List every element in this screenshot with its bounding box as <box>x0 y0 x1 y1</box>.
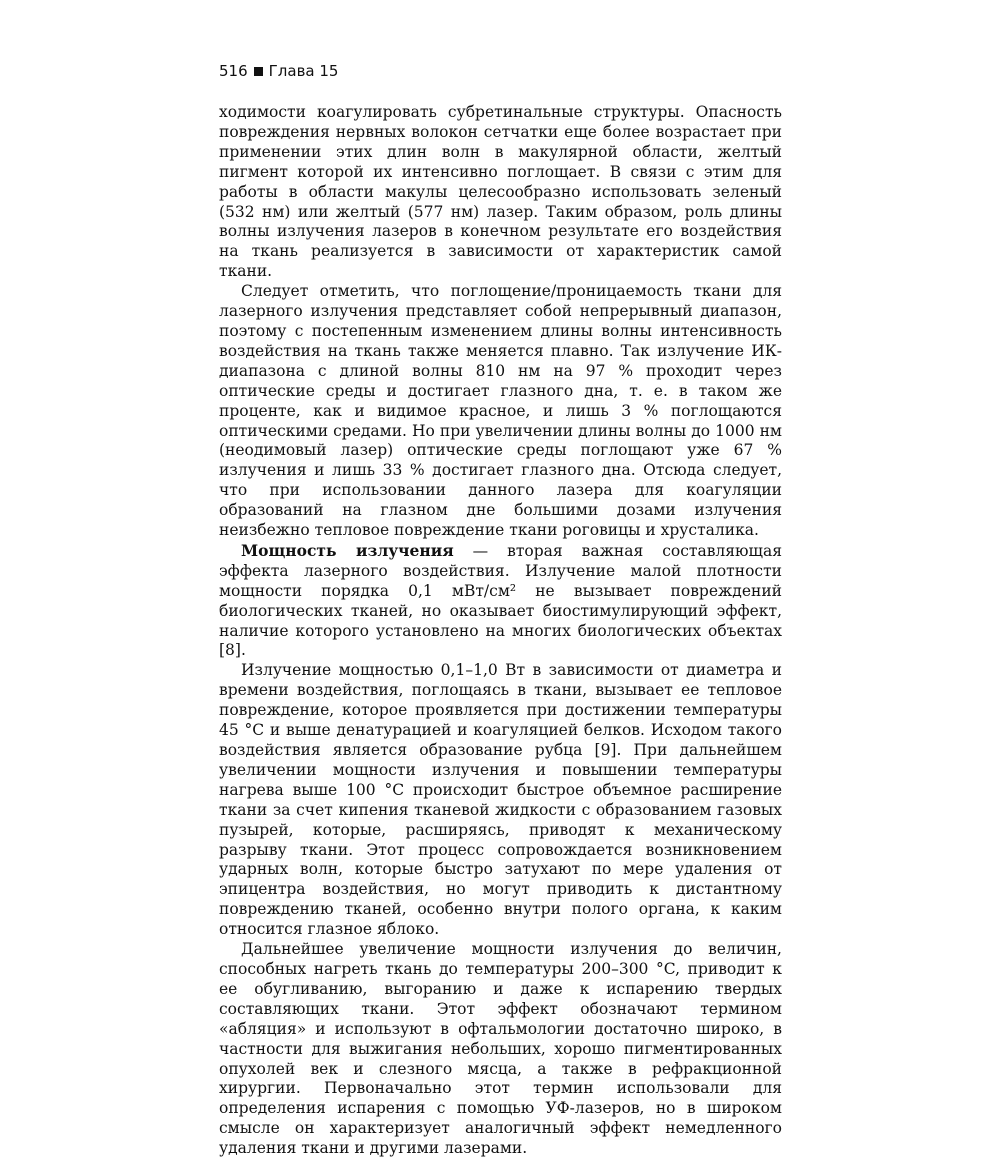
square-bullet-icon <box>254 67 263 76</box>
paragraph: Следует отметить, что поглощение/проницаемость ткани для лазерного излучения представляет собой непрерывный диапазон, поэтому с постепенным изменением длины волны интенсивность воздействия на ткань также меняется плавно. Так излучение ИК-диапазона с длиной волны 810 нм на 97 % проходит через оптические среды и достигает глазного дна, т. е. в таком же проценте, как и видимое красное, и лишь 3 % поглощаются оптическими средами. Но при увеличении длины волны до 1000 нм (неодимовый лазер) оптические среды поглощают уже 67 % излучения и лишь 33 % достигает глазного дна. Отсюда следует, что при использовании данного лазера для коагуляции образований на глазном дне большими дозами излучения неизбежно тепловое повреждение ткани роговицы и хрусталика. <box>219 282 782 540</box>
paragraph <box>219 541 782 661</box>
paragraph-text: — вторая важная составляющая эффекта лазерного воздействия. Излучение малой плотности мощности порядка 0,1 мВт/см² не вызывает повреждений биологических тканей, но оказывает биостимулирующий эффект, наличие которого установлено на многих биологических объектах [8]. <box>219 541 782 660</box>
paragraph: Излучение мощностью 0,1–1,0 Вт в зависимости от диаметра и времени воздействия, поглощаясь в ткани, вызывает ее тепловое повреждение, которое проявляется при достижении температуры 45 °C и выше денатурацией и коагуляцией белков. Исходом такого воздействия является образование рубца [9]. При дальнейшем увеличении мощности излучения и повышении температуры нагрева выше 100 °C происходит быстрое объемное расширение ткани за счет кипения тканевой жидкости с образованием газовых пузырей, которые, расширяясь, приводят к механическому разрыву ткани. Этот процесс сопровождается возникновением ударных волн, которые быстро затухают по мере удаления от эпицентра воздействия, но могут приводить к дистантному повреждению тканей, особенно внутри полого органа, к каким относится глазное яблоко. <box>219 661 782 939</box>
running-head <box>219 62 338 80</box>
body-text <box>219 103 782 1159</box>
paragraph: Дальнейшее увеличение мощности излучения до величин, способных нагреть ткань до температуры 200–300 °C, приводит к ее обугливанию, выгоранию и даже к испарению твердых составляющих ткани. Этот эффект обозначают термином «абляция» и используют в офтальмологии достаточно широко, в частности для выжигания небольших, хорошо пигментированных опухолей век и слезного мясца, а также в рефракционной хирургии. Первоначально этот термин использовали для определения испарения с помощью УФ-лазеров, но в широком смысле он характеризует аналогичный эффект немедленного удаления ткани и другими лазерами. <box>219 940 782 1158</box>
paragraph: ходимости коагулировать субретинальные структуры. Опасность повреждения нервных волокон сетчатки еще более возрастает при применении этих длин волн в макулярной области, желтый пигмент которой их интенсивно поглощает. В связи с этим для работы в области макулы целесообразно использовать зеленый (532 нм) или желтый (577 нм) лазер. Таким образом, роль длины волны излучения лазеров в конечном результате его воздействия на ткань реализуется в зависимости от характеристик самой ткани. <box>219 103 782 281</box>
chapter-title: Глава 15 <box>268 62 339 80</box>
page-number: 516 <box>219 62 248 80</box>
bold-term: Мощность излучения <box>241 540 454 560</box>
